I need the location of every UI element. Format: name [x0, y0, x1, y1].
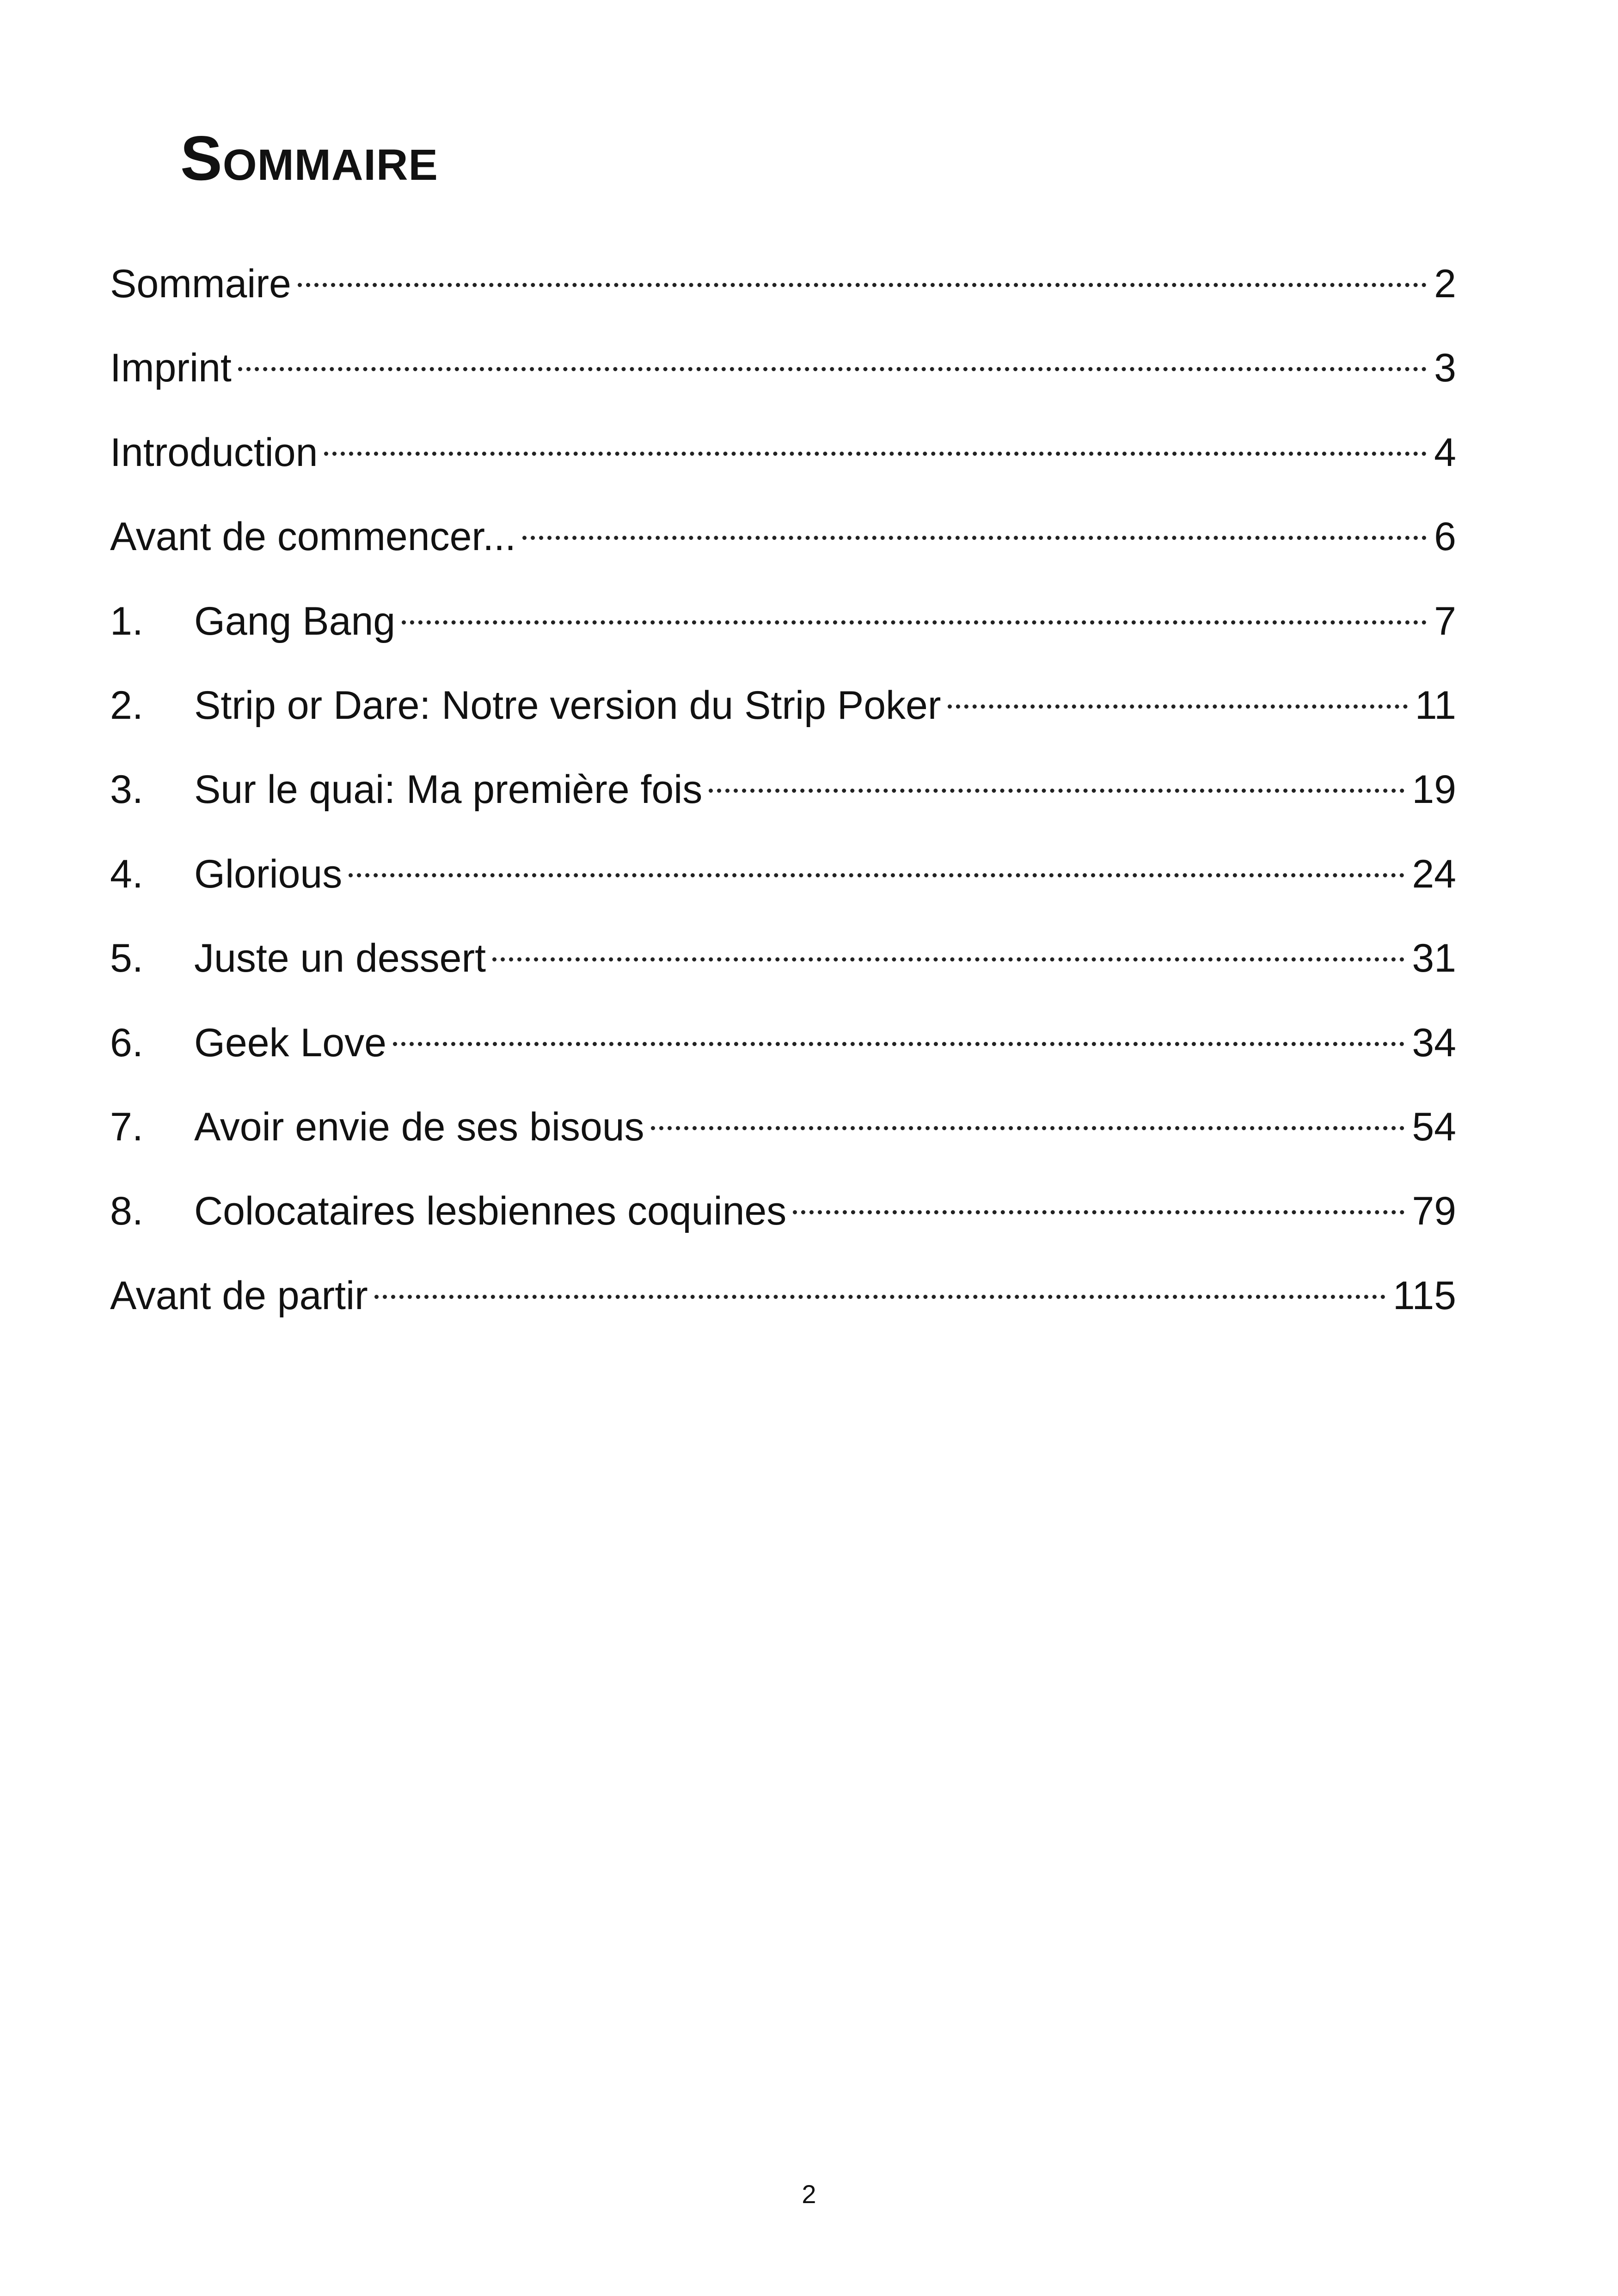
toc-dot-leader: [522, 476, 1427, 540]
toc-entry[interactable]: [110, 823, 1456, 907]
toc-dot-leader: [393, 982, 1404, 1046]
toc-entry-label: Sommaire: [110, 262, 291, 306]
toc-entry[interactable]: [110, 1076, 1456, 1160]
toc-entry-label: Geek Love: [194, 1020, 386, 1065]
toc-entry[interactable]: [110, 655, 1456, 739]
toc-entry[interactable]: [110, 992, 1456, 1076]
page-title: Sommaire: [180, 123, 438, 193]
toc-entry-number: 6.: [110, 1020, 143, 1065]
toc-entry-label: Glorious: [194, 851, 343, 896]
toc-entry[interactable]: [110, 1160, 1456, 1244]
toc-entry-page: 4: [1434, 430, 1456, 475]
toc-entry[interactable]: [110, 317, 1456, 401]
toc-entry-page: 34: [1412, 1020, 1456, 1065]
toc-entry-label: Strip or Dare: Notre version du Strip Poker: [194, 683, 941, 728]
toc-entry-label: Juste un dessert: [194, 936, 486, 981]
toc-entry-number: 3.: [110, 767, 143, 812]
toc-entry-number: 4.: [110, 851, 143, 896]
toc-entry-number: 5.: [110, 936, 143, 981]
toc-entry-label: Avant de commencer...: [110, 514, 516, 559]
toc-entry-page: 54: [1412, 1104, 1456, 1149]
toc-entry-page: 79: [1412, 1189, 1456, 1234]
toc-entry-label: Avant de partir: [110, 1273, 368, 1318]
toc-entry-page: 115: [1392, 1273, 1456, 1318]
toc-entry-number: 1.: [110, 599, 143, 643]
table-of-contents: [110, 233, 1456, 1329]
toc-entry-page: 31: [1412, 936, 1456, 981]
toc-entry-page: 2: [1434, 262, 1456, 306]
toc-entry-page: 19: [1412, 767, 1456, 812]
toc-entry-number: 2.: [110, 683, 143, 728]
toc-dot-leader: [402, 560, 1427, 625]
toc-dot-leader: [948, 644, 1408, 709]
toc-dot-leader: [492, 897, 1404, 961]
toc-entry-number: 7.: [110, 1104, 143, 1149]
toc-dot-leader: [349, 813, 1404, 877]
toc-entry-page: 24: [1412, 851, 1456, 896]
toc-entry-number: 8.: [110, 1189, 143, 1234]
toc-entry[interactable]: [110, 1245, 1456, 1329]
toc-entry[interactable]: [110, 570, 1456, 655]
toc-dot-leader: [238, 307, 1427, 371]
toc-entry-label: Sur le quai: Ma première fois: [194, 767, 703, 812]
toc-entry[interactable]: [110, 233, 1456, 317]
toc-dot-leader: [298, 223, 1427, 287]
toc-dot-leader: [793, 1150, 1404, 1214]
toc-entry[interactable]: [110, 739, 1456, 823]
toc-entry[interactable]: [110, 402, 1456, 486]
toc-entry-label: Colocataires lesbiennes coquines: [194, 1189, 787, 1234]
toc-dot-leader: [324, 392, 1427, 456]
toc-entry-page: 6: [1434, 514, 1456, 559]
toc-entry[interactable]: [110, 907, 1456, 992]
toc-entry-label: Gang Bang: [194, 599, 396, 643]
toc-entry-page: 3: [1434, 346, 1456, 391]
toc-dot-leader: [374, 1235, 1385, 1299]
toc-entry-label: Imprint: [110, 346, 232, 391]
toc-dot-leader: [651, 1066, 1405, 1130]
toc-entry[interactable]: [110, 486, 1456, 570]
toc-entry-page: 7: [1434, 599, 1456, 643]
toc-entry-label: Introduction: [110, 430, 318, 475]
toc-entry-page: 11: [1415, 683, 1456, 728]
toc-entry-label: Avoir envie de ses bisous: [194, 1104, 644, 1149]
toc-dot-leader: [709, 729, 1404, 793]
page-number: 2: [802, 2180, 816, 2209]
